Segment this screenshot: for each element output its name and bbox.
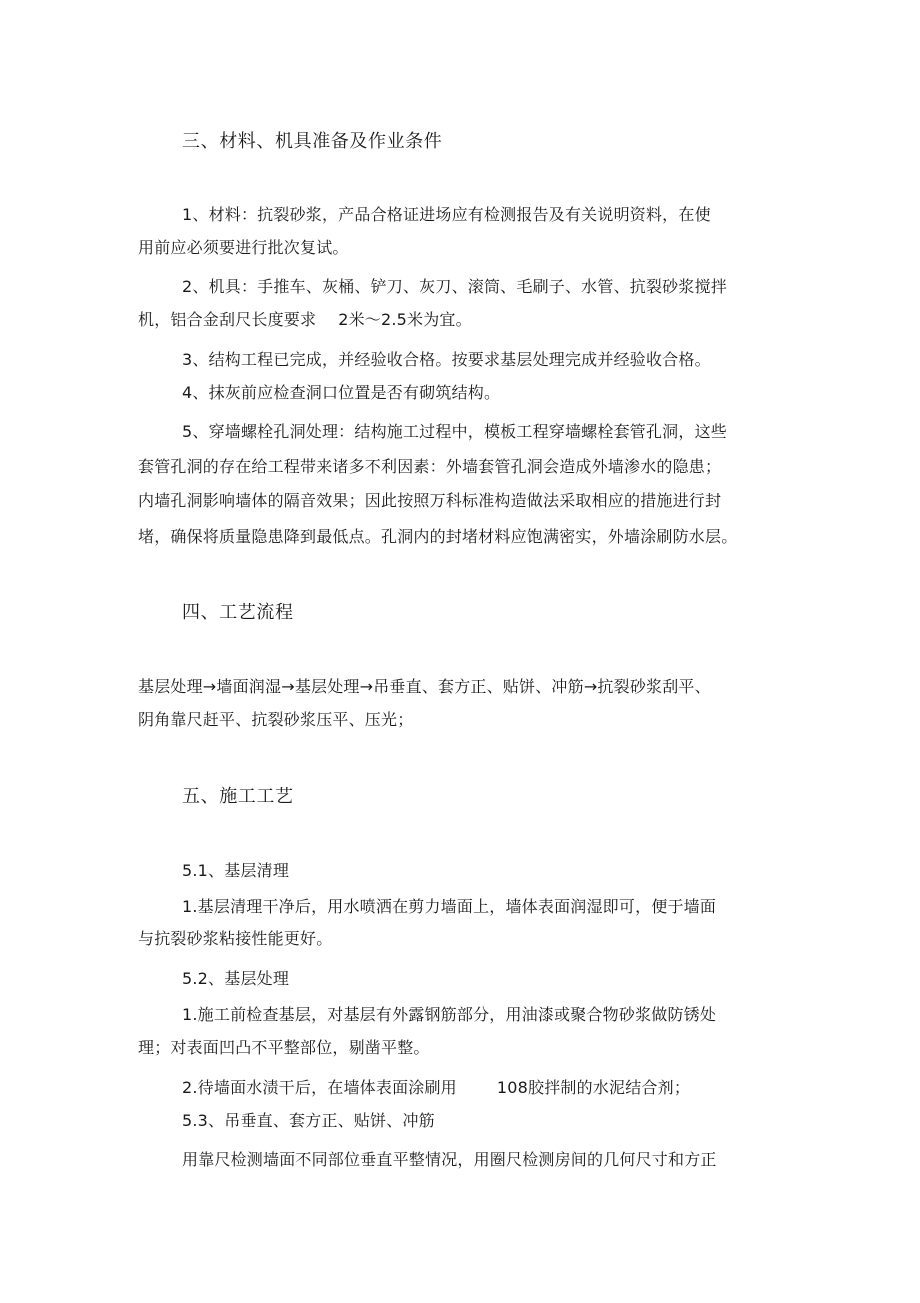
section-4-line-2: 阴角靠尺赶平、抗裂砂浆压平、压光； (138, 710, 414, 729)
section-3-item-5-line-2: 套管孔洞的存在给工程带来诸多不利因素：外墙套管孔洞会造成外墙渗水的隐患； (138, 457, 722, 476)
section-5-1-line-1: 1.基层清理干净后，用水喷洒在剪力墙面上，墙体表面润湿即可，便于墙面 (182, 897, 717, 916)
section-5-2-item-2b: 108胶拌制的水泥结合剂； (496, 1078, 691, 1097)
section-3-item-2-line-2a: 机，铝合金刮尺长度要求 (138, 310, 317, 329)
section-5-2-item-1-line-2: 理；对表面凹凸不平整部位，剔凿平整。 (138, 1038, 430, 1057)
section-3-item-2-line-1: 2、机具：手推车、灰桶、铲刀、灰刀、滚筒、毛刷子、水管、抗裂砂浆搅拌 (182, 277, 727, 296)
section-3-heading: 三、材料、机具准备及作业条件 (182, 131, 443, 152)
section-3-item-5-line-1: 5、穿墙螺栓孔洞处理：结构施工过程中，模板工程穿墙螺栓套管孔洞，这些 (182, 422, 727, 441)
section-5-3-line-1: 用靠尺检测墙面不同部位垂直平整情况，用圈尺检测房间的几何尺寸和方正 (182, 1150, 717, 1169)
section-3-item-4: 4、抹灰前应检查洞口位置是否有砌筑结构。 (182, 383, 501, 402)
section-5-2-item-1-line-1: 1.施工前检查基层，对基层有外露钢筋部分，用油漆或聚合物砂浆做防锈处 (182, 1005, 717, 1024)
section-5-2-item-2a: 2.待墙面水渍干后，在墙体表面涂刷用 (182, 1078, 457, 1097)
section-5-1-line-2: 与抗裂砂浆粘接性能更好。 (138, 929, 333, 948)
section-3-item-2-line-2b: 2米～2.5米为宜。 (338, 310, 472, 329)
section-3-item-3: 3、结构工程已完成，并经验收合格。按要求基层处理完成并经验收合格。 (182, 350, 711, 369)
section-5-2-title: 5.2、基层处理 (182, 969, 290, 988)
section-3-item-2-line-2 (138, 309, 472, 331)
section-3-item-1-line-1: 1、材料：抗裂砂浆，产品合格证进场应有检测报告及有关说明资料，在使 (182, 205, 711, 224)
section-3-item-5-line-3: 内墙孔洞影响墙体的隔音效果；因此按照万科标准构造做法采取相应的措施进行封 (138, 491, 722, 510)
section-5-2-item-2 (182, 1077, 690, 1099)
section-4-heading: 四、工艺流程 (182, 602, 294, 623)
section-5-heading: 五、施工工艺 (182, 786, 294, 807)
section-4-line-1: 基层处理→墙面润湿→基层处理→吊垂直、套方正、贴饼、冲筋→抗裂砂浆刮平、 (138, 677, 711, 696)
section-3-item-1-line-2: 用前应必须要进行批次复试。 (138, 238, 349, 257)
section-3-item-5-line-4: 堵，确保将质量隐患降到最低点。孔洞内的封堵材料应饱满密实，外墙涂刷防水层。 (138, 527, 738, 546)
section-5-3-title: 5.3、吊垂直、套方正、贴饼、冲筋 (182, 1111, 435, 1130)
section-5-1-title: 5.1、基层清理 (182, 861, 290, 880)
